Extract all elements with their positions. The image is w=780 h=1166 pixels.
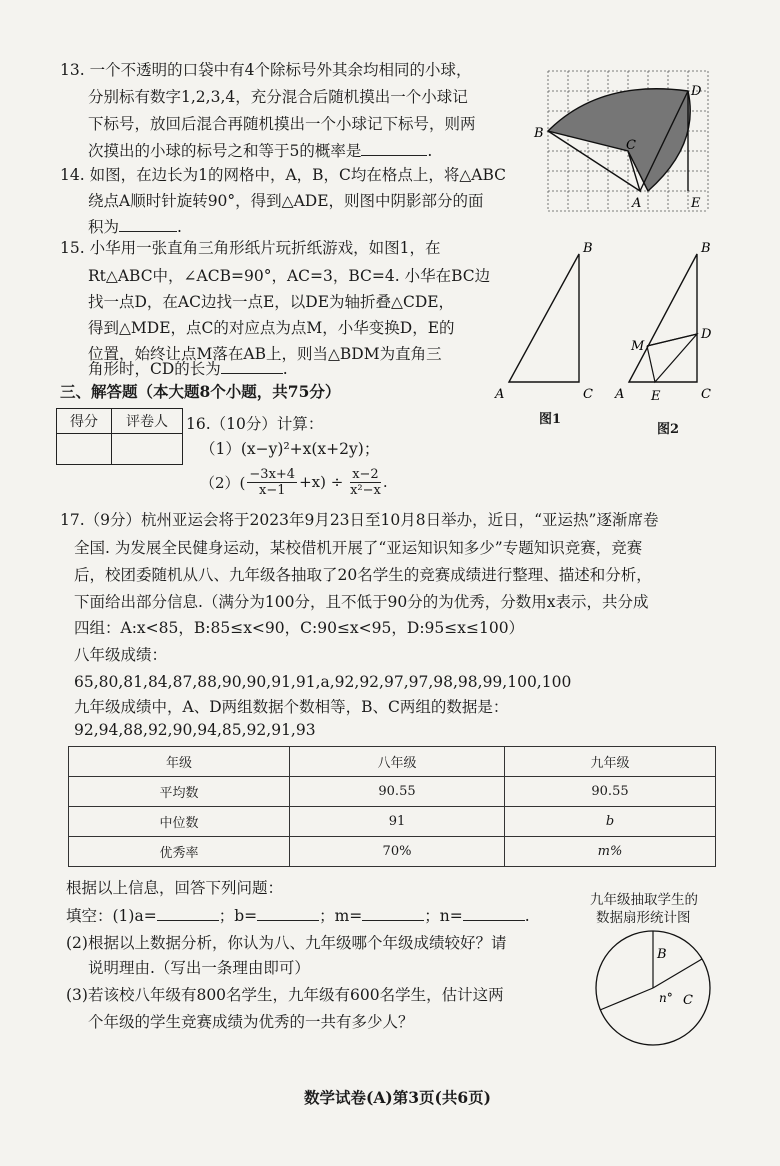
pie-label-n: n° <box>659 991 673 1005</box>
fig1-label-c: C <box>583 387 593 402</box>
q15-line6: 角形时，CD的长为 . <box>88 357 288 381</box>
grade8-mean: 90.55 <box>290 777 505 807</box>
score-table <box>56 408 183 465</box>
q16-line1: 16.（10分）计算： <box>186 415 324 433</box>
q13-line4: 次摸出的小球的标号之和等于5的概率是 . <box>88 139 432 163</box>
q16-part2-prefix: （2）( <box>200 473 246 492</box>
triangle-abc-fig1 <box>509 254 579 382</box>
fraction2-numerator: x−2 <box>352 466 379 482</box>
pie-divider-2 <box>653 959 702 988</box>
pie-chart <box>593 928 713 1048</box>
fraction1-denominator: x−1 <box>258 482 286 498</box>
section3-title: 三、解答题（本大题8个小题，共75分） <box>60 382 341 401</box>
q15-line5: 位置，始终让点M落在AB上，则当△BDM为直角三 <box>88 345 442 363</box>
table-row <box>69 807 716 837</box>
grade8-label: 八年级成绩： <box>74 646 168 664</box>
fraction1-numerator: −3x+4 <box>249 466 296 482</box>
q14-grid-figure <box>534 65 710 215</box>
q15-figure1 <box>495 240 605 400</box>
q16-part2 <box>200 462 388 502</box>
label-a: A <box>632 196 642 211</box>
q13-line2: 分别标有数字1,2,3,4，充分混合后随机摸出一个小球记 <box>88 88 468 106</box>
grade9-scores: 92,94,88,92,90,94,85,92,91,93 <box>74 721 316 739</box>
stats-header-row <box>69 747 716 777</box>
fig1-label-b: B <box>583 241 593 256</box>
q17-line3: 后，校团委随机从八、九年级各抽取了20名学生的竞赛成绩进行整理、描述和分析， <box>74 566 652 584</box>
page-footer: 数学试卷(A)第3页(共6页) <box>304 1088 491 1107</box>
table-row <box>69 837 716 867</box>
q14-line1: 14. 如图，在边长为1的网格中，A，B，C均在格点上，将△ABC <box>60 166 507 184</box>
row-label-mean: 平均数 <box>69 777 290 807</box>
q15-line4: 得到△MDE，点C的对应点为点M，小华变换D，E的 <box>88 319 455 337</box>
label-e: E <box>691 196 701 211</box>
fig2-label-e: E <box>651 389 661 404</box>
q14-answer-blank[interactable] <box>119 215 177 232</box>
grade8-scores: 65,80,81,84,87,88,90,90,91,91,a,92,92,97,97,98,98,99,100,100 <box>74 673 572 691</box>
q17-q2-line1: (2)根据以上数据分析，你认为八、九年级哪个年级成绩较好？请 <box>66 934 507 952</box>
q17-q2-line2: 说明理由.（写出一条理由即可） <box>88 959 310 977</box>
row-label-excellent: 优秀率 <box>69 837 290 867</box>
answer-blank-m[interactable] <box>362 904 424 921</box>
label-c: C <box>626 138 636 153</box>
q17-questions-intro: 根据以上信息，回答下列问题： <box>66 879 284 897</box>
answer-blank-a[interactable] <box>157 904 219 921</box>
grade8-excellent: 70% <box>290 837 505 867</box>
shaded-region <box>548 89 690 191</box>
q13-line3: 下标号，放回后混合再随机摸出一个小球记下标号，则两 <box>88 115 476 133</box>
q16-fraction2 <box>350 467 381 498</box>
q17-q3-line1: (3)若该校八年级有800名学生，九年级有600名学生，估计这两 <box>66 986 504 1004</box>
row-label-median: 中位数 <box>69 807 290 837</box>
q16-part2-mid: +x) ÷ <box>299 473 349 491</box>
table-row <box>69 777 716 807</box>
pie-label-c: C <box>683 993 693 1008</box>
fraction2-denominator: x²−x <box>350 482 381 498</box>
fold-lines <box>647 334 697 382</box>
pie-label-b: B <box>657 947 667 962</box>
fig1-caption: 图1 <box>539 412 562 427</box>
fig2-label-b: B <box>701 241 711 256</box>
answer-blank-n[interactable] <box>463 904 525 921</box>
q15-line3: 找一点D，在AC边找一点E，以DE为轴折叠△CDE， <box>88 293 455 311</box>
answer-blank-b[interactable] <box>257 904 319 921</box>
stats-table <box>68 746 716 867</box>
grade8-median: 91 <box>290 807 505 837</box>
q13-answer-blank[interactable] <box>361 139 427 156</box>
grade9-desc: 九年级成绩中，A、D两组数据个数相等，B、C两组的数据是： <box>74 698 509 716</box>
triangle-abc-fig2 <box>629 254 697 382</box>
q13-line1: 13. 一个不透明的口袋中有4个除标号外其余均相同的小球， <box>60 61 472 79</box>
q17-line2: 全国. 为发展全民健身运动，某校借机开展了“亚运知识知多少”专题知识竞赛，竞赛 <box>74 539 643 557</box>
q14-line3: 积为 . <box>88 215 182 239</box>
score-cell[interactable] <box>57 434 112 465</box>
label-b: B <box>534 126 544 141</box>
fig2-label-d: D <box>701 327 712 342</box>
fig2-caption: 图2 <box>657 422 680 437</box>
q16-part1: （1）(x−y)²+x(x+2y)； <box>200 440 380 458</box>
q16-fraction1 <box>247 467 297 498</box>
grader-header: 评卷人 <box>112 409 183 434</box>
q17-line1: 17.（9分）杭州亚运会将于2023年9月23日至10月8日举办，近日，“亚运热”逐渐席卷 <box>60 511 659 529</box>
pie-title-line2: 数据扇形统计图 <box>596 910 691 926</box>
fig2-label-c: C <box>701 387 711 402</box>
q14-line2: 绕点A顺时针旋转90°，得到△ADE，则图中阴影部分的面 <box>88 192 484 210</box>
label-d: D <box>691 84 702 99</box>
grader-cell[interactable] <box>112 434 183 465</box>
q17-fill-line: 填空：(1)a= ；b= ；m= ；n= . <box>66 904 530 928</box>
q15-figure2 <box>615 240 725 404</box>
q17-q3-line2: 个年级的学生竞赛成绩为优秀的一共有多少人？ <box>88 1013 414 1031</box>
pie-title-line1: 九年级抽取学生的 <box>590 892 698 908</box>
fig1-label-a: A <box>495 387 505 402</box>
score-header: 得分 <box>57 409 112 434</box>
fig2-label-a: A <box>615 387 625 402</box>
grade9-excellent: m% <box>505 837 716 867</box>
q15-line2: Rt△ABC中，∠ACB=90°，AC=3，BC=4. 小华在BC边 <box>88 267 491 285</box>
grade9-mean: 90.55 <box>505 777 716 807</box>
q16-part2-end: . <box>382 473 388 491</box>
header-grade: 年级 <box>69 747 290 777</box>
fig2-label-m: M <box>631 339 645 354</box>
q15-line1: 15. 小华用一张直角三角形纸片玩折纸游戏，如图1，在 <box>60 239 441 257</box>
pie-divider-3 <box>600 988 653 1010</box>
q15-answer-blank[interactable] <box>221 357 283 374</box>
header-grade8: 八年级 <box>290 747 505 777</box>
q17-line5: 四组：A:x<85，B:85≤x<90，C:90≤x<95，D:95≤x≤100） <box>74 619 525 637</box>
header-grade9: 九年级 <box>505 747 716 777</box>
grade9-median: b <box>505 807 716 837</box>
q17-line4: 下面给出部分信息.（满分为100分，且不低于90分的为优秀，分数用x表示，共分成 <box>74 593 649 611</box>
